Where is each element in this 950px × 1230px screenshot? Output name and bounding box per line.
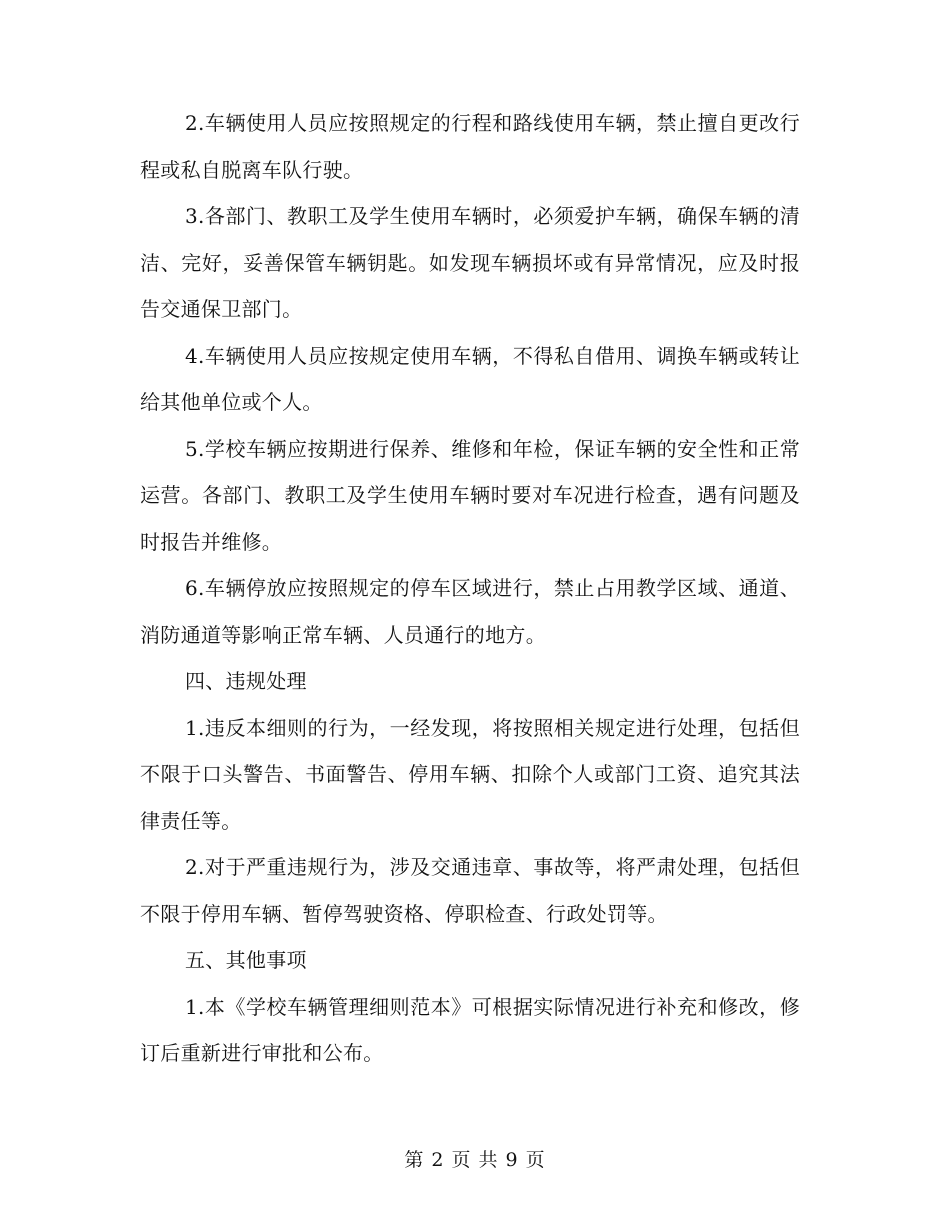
paragraph-other-1: 1.本《学校车辆管理细则范本》可根据实际情况进行补充和修改，修订后重新进行审批和公布。 bbox=[140, 994, 800, 1065]
paragraph-rule-3-care: 3.各部门、教职工及学生使用车辆时，必须爱护车辆，确保车辆的清洁、完好，妥善保管车辆钥匙。如发现车辆损坏或有异常情况，应及时报告交通保卫部门。 bbox=[140, 204, 800, 321]
page-number-footer: 第 2 页 共 9 页 bbox=[404, 1149, 546, 1171]
paragraph-rule-5-maintenance: 5.学校车辆应按期进行保养、维修和年检，保证车辆的安全性和正常运营。各部门、教职工及学生使用车辆时要对车况进行检查，遇有问题及时报告并维修。 bbox=[140, 436, 800, 554]
paragraph-violation-2: 2.对于严重违规行为，涉及交通违章、事故等，将严肃处理，包括但不限于停用车辆、暂停驾驶资格、停职检查、行政处罚等。 bbox=[140, 855, 800, 926]
paragraph-rule-2-route: 2.车辆使用人员应按照规定的行程和路线使用车辆，禁止擅自更改行程或私自脱离车队行驶。 bbox=[140, 111, 800, 182]
paragraph-violation-1: 1.违反本细则的行为，一经发现，将按照相关规定进行处理，包括但不限于口头警告、书面警告、停用车辆、扣除个人或部门工资、追究其法律责任等。 bbox=[140, 715, 800, 833]
section-heading-other: 五、其他事项 bbox=[185, 948, 307, 972]
paragraph-rule-6-parking: 6.车辆停放应按照规定的停车区域进行，禁止占用教学区域、通道、消防通道等影响正常车辆、人员通行的地方。 bbox=[140, 576, 800, 647]
paragraph-rule-4-lending: 4.车辆使用人员应按规定使用车辆，不得私自借用、调换车辆或转让给其他单位或个人。 bbox=[140, 343, 800, 414]
section-heading-violations: 四、违规处理 bbox=[185, 669, 307, 693]
document-body bbox=[140, 100, 800, 1077]
